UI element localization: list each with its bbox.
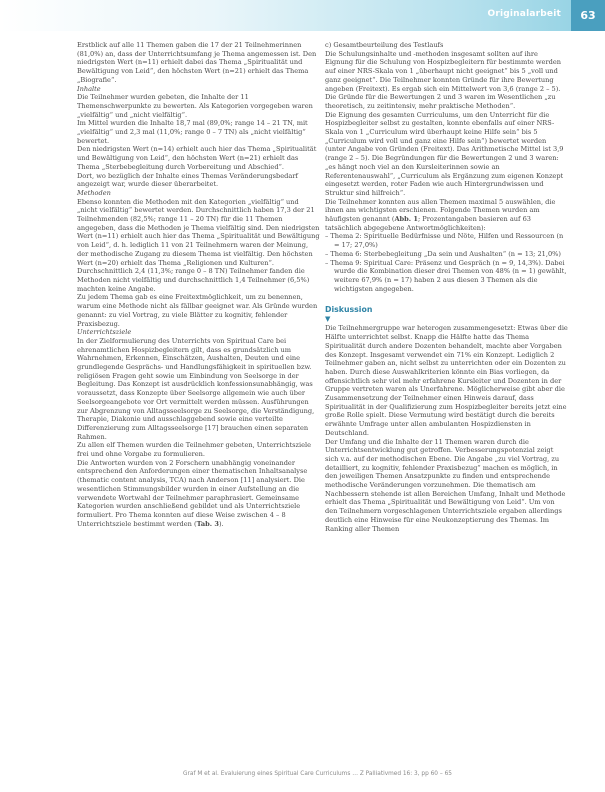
section-label: Originalarbeit bbox=[487, 9, 561, 19]
paragraph: Ebenso konnten die Methoden mit den Kategorien „vielfältig“ und „nicht vielfältig“ bewertet werden. Durchschnittlich haben 17,3 der 21 Teilnehmenden (82,5%; range 11 – 20 TN) für die 11 Themen angegeben, dass die Methoden je Thema vielfältig sind. Den niedrigsten Wert (n=11) erhielt auch hier das Thema „Spiritualität und Bewältigung von Leid“, d. h. lediglich 11 von 21 Teilnehmern waren der Meinung, der methodische Zugang zu diesem Thema ist vielfältig. Den höchsten Wert (n=20) erhielt das Thema „Religionen und Kulturen“. Durchschnittlich 2,4 (11,3%; range 0 – 8 TN) Teilnehmer fanden die Methoden nicht vielfältig und durchschnittlich 1,4 Teilnehmer (6,5%) machten keine Angabe. bbox=[77, 197, 320, 293]
paragraph: Die Eignung des gesamten Curriculums, um den Unterricht für die Hospizbegleiter selbst zu gestalten, konnte ebenfalls auf einer NRS-Skala von 1 „Curriculum wird überhaupt keine Hilfe sein“ bis 5 „Curriculum wird voll und ganz eine Hilfe sein“) bewertet werden (unter Angabe von Gründen (Freitext). Das Arithmetische Mittel ist 3,9 (range 2 – 5). Die Begründungen für die Bewertungen 2 und 3 waren: „es hängt noch viel an den Kursleiterinnen sowie an Referentenauswahl“, „Curriculum als Ergänzung zum eigenen Konzept eingesetzt werden, roter Faden wie auch Hintergrundwissen und Struktur sind hilfreich“. bbox=[325, 110, 564, 197]
page-number: 63 bbox=[571, 0, 605, 31]
paragraph: Die Teilnehmergruppe war heterogen zusammengesetzt: Etwas über die Hälfte unterrichtet selbst. Knapp die Hälfte hatte das Thema Spiritualität durch andere Dozenten behandelt, machte aber Vorgaben des Konzept. Insgesamt verwendet ein 71% ein Konzept. Lediglich 2 Teilnehmer gaben an, nicht selbst zu unterrichten oder ein Dozenten zu haben. Durch diese Auswahlkriterien könnte ein Bias vorliegen, da offensichtlich sehr viel mehr erfahrene Kursleiter und Dozenten in der Gruppe vertreten waren als Unerfahrene. Möglicherweise gibt aber die Zusammensetzung der Teilnehmer einen Hinweis darauf, dass Spiritualität in der Qualifizierung zum Hospizbegleiter bereits jetzt eine große Rolle spielt. Diese Vermutung wird bestätigt durch die bereits erwähnte Umfrage unter allen ambulanten Hospizdiensten in Deutschland. bbox=[325, 324, 568, 437]
footer-citation bbox=[0, 771, 605, 777]
subheading-inhalte: Inhalte bbox=[77, 84, 101, 93]
list-item: – Thema 9: Spiritual Care: Präsenz und Gespräch (n = 9, 14,3%). Dabei wurde die Kombination dieser drei Themen von 48% (n = 1) gewählt, weitere 67,9% (n = 17) haben 2 aus diesen 3 Themen als die wichtigsten angegeben. bbox=[325, 258, 567, 293]
list-item: – Thema 6: Sterbebegleitung „Da sein und Aushalten“ (n = 13; 21,0%) bbox=[325, 249, 561, 258]
paragraph bbox=[77, 459, 320, 529]
paragraph-text-end: ). bbox=[218, 519, 224, 528]
paragraph: Zu jedem Thema gab es eine Freitextmöglichkeit, um zu benennen, warum eine Methode nicht als fällbar geeignet war. Als Gründe wurden genannt: zu viel Vortrag, zu viele Blätter zu kognitiv, fehlender Praxisbezug. bbox=[77, 293, 318, 328]
paragraph: Den niedrigsten Wert (n=14) erhielt auch hier das Thema „Spiritualität und Bewältigung von Leid“, den höchsten Wert (n=21) erhielt das Thema „Sterbebegleitung durch Vorbereitung und Abschied“. bbox=[77, 145, 317, 171]
list-item: – Thema 2: Spirituelle Bedürfnisse und Nöte, Hilfen und Ressourcen (n = 17; 27,0%) bbox=[325, 232, 564, 250]
paragraph: Die Teilnehmer wurden gebeten, die Inhalte der 11 Themenschwerpunkte zu bewerten. Als Kategorien vorgegeben waren „vielfältig“ und „nicht vielfältig“. bbox=[77, 93, 313, 119]
left-column bbox=[77, 41, 320, 528]
header-bar bbox=[0, 0, 605, 31]
subheading-methoden: Methoden bbox=[77, 188, 111, 197]
footer-text: Graf M et al. Evaluierung eines Spiritual Care Curriculums … Z Palliativmed 16: 3, pp 60 – 65 bbox=[183, 771, 452, 777]
triangle-down-icon: ▼ bbox=[325, 315, 331, 324]
section-heading-diskussion: Diskussion bbox=[325, 305, 373, 315]
table-reference-link[interactable]: Tab. 3 bbox=[196, 519, 219, 528]
right-column bbox=[325, 41, 568, 533]
figure-reference-link[interactable]: Abb. 1 bbox=[394, 215, 418, 224]
paragraph-text-end: ; Prozentangaben basieren auf 63 tatsächlich abgegebene Antwortmöglichkeiten): bbox=[325, 215, 531, 232]
paragraph: Zu allen elf Themen wurden die Teilnehmer gebeten, Unterrichtsziele frei und ohne Vorgabe zu formulieren. bbox=[77, 441, 312, 459]
subheading-unterrichtsziele: Unterrichtsziele bbox=[77, 328, 132, 337]
paragraph: Der Umfang und die Inhalte der 11 Themen waren durch die Unterrichtsentwicklung gut getroffen. Verbesserungspotenzial zeigt sich v.a. auf der methodischen Ebene. Die Angabe „zu viel Vortrag, zu detailliert, zu kognitiv, fehlender Praxisbezug“ machen es möglich, in den jeweiligen Themen Ansatzpunkte zu finden und entsprechende methodische Veränderungen vorzunehmen. Die thematisch am Nachbessern stehende ist allen Bereichen Umfang, Inhalt und Methode erhielt das Thema „Spiritualität und Bewältigung von Leid“. Um von den Teilnehmern vorgeschlagenen Unterrichtsziele ergaben allerdings deutlich eine Hinweise für eine Neukonzeptierung des Themas. Im Ranking aller Themen bbox=[325, 437, 566, 533]
paragraph: Dort, wo bezüglich der Inhalte eines Themas Veränderungsbedarf angezeigt war, wurde dieser überarbeitet. bbox=[77, 171, 298, 189]
paragraph: Erstblick auf alle 11 Themen gaben die 17 der 21 Teilnehmerinnen (81,0%) an, dass der Unterrichtsumfang je Thema angemessen ist. Den niedrigsten Wert (n=11) erhielt dabei das Thema „Spiritualität und Bewältigung von Leid“, den höchsten Wert (n=21) erhielt das Thema „Biografie“. bbox=[77, 41, 317, 84]
topic-list bbox=[325, 232, 568, 293]
paragraph: In der Zielformulierung des Unterrichts von Spiritual Care bei ehrenamtlichen Hospizbegleitern gilt, dass es grundsätzlich um Wahrnehmen, Erkennen, Einschätzen, Aushalten, Deuten und eine grundlegende Gesprächs- und Handlungsfähigkeit in spirituellen bzw. religiösen Fragen geht sowie um Einbindung von Seelsorge in der Begleitung. Das Konzept ist ausdrücklich konfessionsunabhängig, was voraussetzt, dass Konzepte über Seelsorge allgemein wie auch über Seelsorgeangebote vor Ort vermittelt werden müssen. Ausführungen zur Abgrenzung von Alltagsseelsorge zu Seelsorge, die Verständigung, Therapie, Diakonie und ausschlaggebend sowie eine verteilte Differenzierung zum Alltagsseelsorge [17] brauchen einen separaten Rahmen. bbox=[77, 336, 315, 441]
paragraph: Die Schulungsinhalte und -methoden insgesamt sollten auf ihre Eignung für die Schulung von Hospizbegleitern für bestimmte werden auf einer NRS-Skala von 1 „überhaupt nicht geeignet“ bis 5 „voll und ganz geeignet“. Die Teilnehmer konnten Gründe für ihre Bewertung angeben (Freitext). Es ergab sich ein Mittelwert von 3,6 (range 2 – 5). Die Gründe für die Bewertungen 2 und 3 waren im Wesentlichen „zu theoretisch, zu zeitintensiv, mehr praktische Methoden“. bbox=[325, 49, 561, 110]
paragraph-intro: c) Gesamtbeurteilung des Testlaufs bbox=[325, 41, 444, 49]
paragraph: Im Mittel wurden die Inhalte 18,7 mal (89,0%; range 14 – 21 TN, mit „vielfältig“ und 2,3 mal (11,0%; range 0 – 7 TN) als „nicht vielfältig“ bewertet. bbox=[77, 119, 308, 145]
paragraph bbox=[325, 198, 568, 233]
paragraph-text: Die Teilnehmer konnten aus allen Themen maximal 5 auswählen, die ihnen am wichtigsten erschienen. Folgende Themen wurden am häufigsten genannt ( bbox=[325, 197, 556, 224]
paragraph-text: Die Antworten wurden von 2 Forschern unabhängig voneinander entsprechend den Anforderungen einer thematischen Inhaltsanalyse (thematic content analysis, TCA) nach Anderson [11] analysiert. Die wesentlichen Stimmungsbilder wurden in einer Aufstellung an die verwendete Wortwahl der Teilnehmer paraphrasiert. Gemeinsame Kategorien wurden anschließend gebildet und als Unterrichtsziele formuliert. Pro Thema konnten auf diese Weise zwischen 4 – 8 Unterrichtsziele bestimmt werden ( bbox=[77, 458, 308, 528]
